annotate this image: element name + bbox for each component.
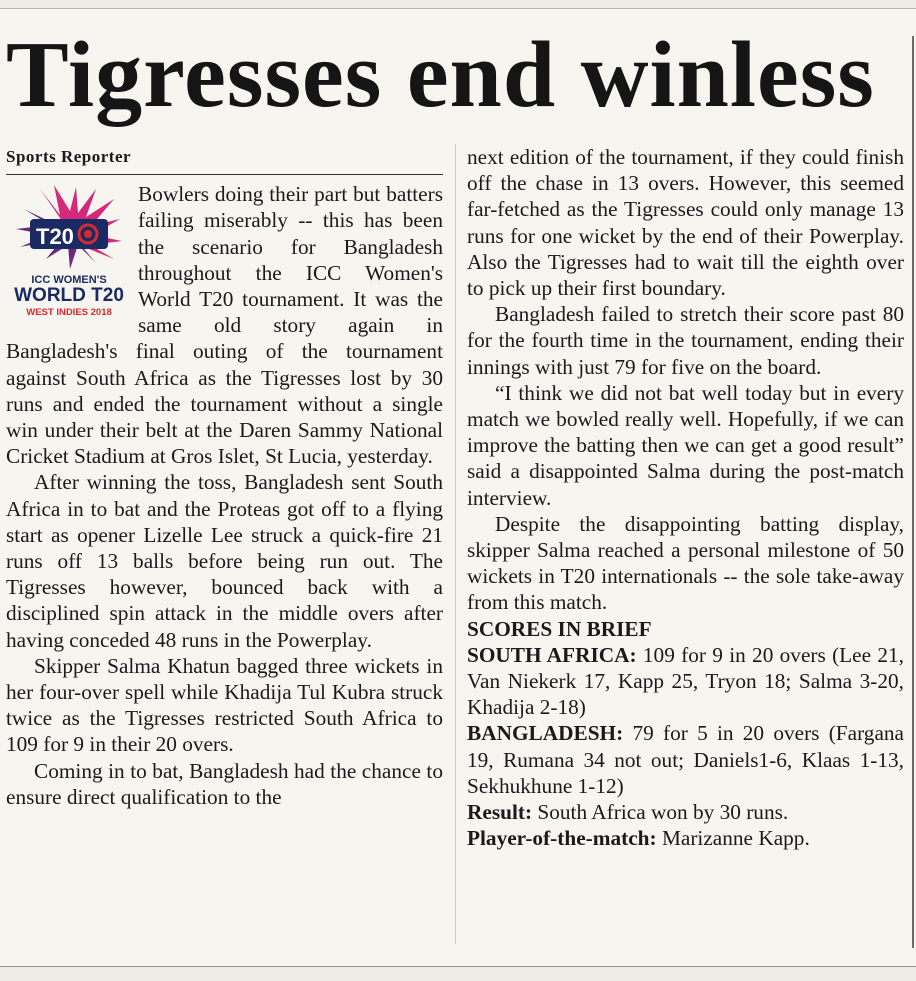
score-bangladesh-label: BANGLADESH: [467,721,624,746]
score-player-of-match [467,825,904,851]
left-paragraph-1: Bowlers doing their part but batters failing miserably -- this has been the scenario for Bangladesh throughout the ICC Women's World T20 tournament. It was the same old story again in Bangladesh's final outing of the tournament against South Africa as the Tigresses lost by 30 runs and ended the tournament without a single win under their belt at the Daren Sammy National Cricket Stadium at Gros Islet, St Lucia, yesterday. [6,182,443,469]
logo-line2: WORLD T20 [14,285,124,307]
score-bangladesh [467,720,904,799]
icc-womens-world-t20-logo [10,185,128,319]
score-south-africa [467,642,904,721]
byline-text: Sports Reporter [6,147,132,166]
score-bangladesh-text: 79 for 5 in 20 overs (Fargana 19, Rumana 34 not out; Daniels1-6, Klaas 1-13, Sekhukhune 1-12) [467,721,904,798]
right-paragraph-2: Bangladesh failed to stretch their score past 80 for the fourth time in the tournament, ending their innings with just 79 for five on the board. [467,302,904,379]
byline [6,144,443,175]
score-south-africa-text: 109 for 9 in 20 overs (Lee 21, Van Niekerk 17, Kapp 25, Tryon 18; Salma 3-20, Khadija 2-18) [467,642,904,720]
column-divider [455,144,456,944]
score-result-text: South Africa won by 30 runs. [537,800,789,825]
score-result-label: Result: [467,800,533,825]
right-column [467,144,904,851]
right-paragraph-4: Despite the disappointing batting display, skipper Salma reached a personal milestone of 50 wickets in T20 internationals -- the sole take-away from this match. [467,511,904,615]
left-paragraph-4: Coming in to bat, Bangladesh had the chance to ensure direct qualification to the [6,758,443,809]
left-paragraph-3: Skipper Salma Khatun bagged three wickets in her four-over spell while Khadija Tul Kubra struck twice as the Tigresses restricted South Africa to 109 for 9 in their 20 overs. [6,653,443,757]
logo-line1: ICC WOMEN'S [31,274,107,287]
scores-heading: SCORES IN BRIEF [467,616,652,641]
logo-mark: T20 [36,224,74,250]
left-column [6,144,443,810]
score-potm-text: Marizanne Kapp. [661,826,810,851]
right-paragraph-1: next edition of the tournament, if they could finish off the chase in 13 overs. However, this seemed far-fetched as the Tigresses could only manage 13 runs for one wicket by the end of their Powerplay. Also the Tigresses had to wait till the eighth over to pick up their first boundary. [467,145,904,301]
left-paragraph-2: After winning the toss, Bangladesh sent South Africa in to bat and the Proteas got off to a flying start as opener Lizelle Lee struck a quick-fire 21 runs off 13 balls before being run out. The Tigresses however, bounced back with a disciplined spin attack in the middle overs after having conceded 48 runs in the Powerplay. [6,470,443,652]
logo-line3: WEST INDIES 2018 [26,307,112,319]
bottom-border [0,966,916,981]
score-result [467,799,904,825]
right-paragraph-3: “I think we did not bat well today but in every match we bowled really well. Hopefully, if we can improve the batting then we can get a good result” said a disappointed Salma during the post-match interview. [467,380,904,510]
top-border [0,0,916,9]
page-edge [912,36,914,948]
score-south-africa-label: SOUTH AFRICA: [467,642,637,667]
score-potm-label: Player-of-the-match: [467,826,657,851]
headline: Tigresses end winless [6,23,875,127]
